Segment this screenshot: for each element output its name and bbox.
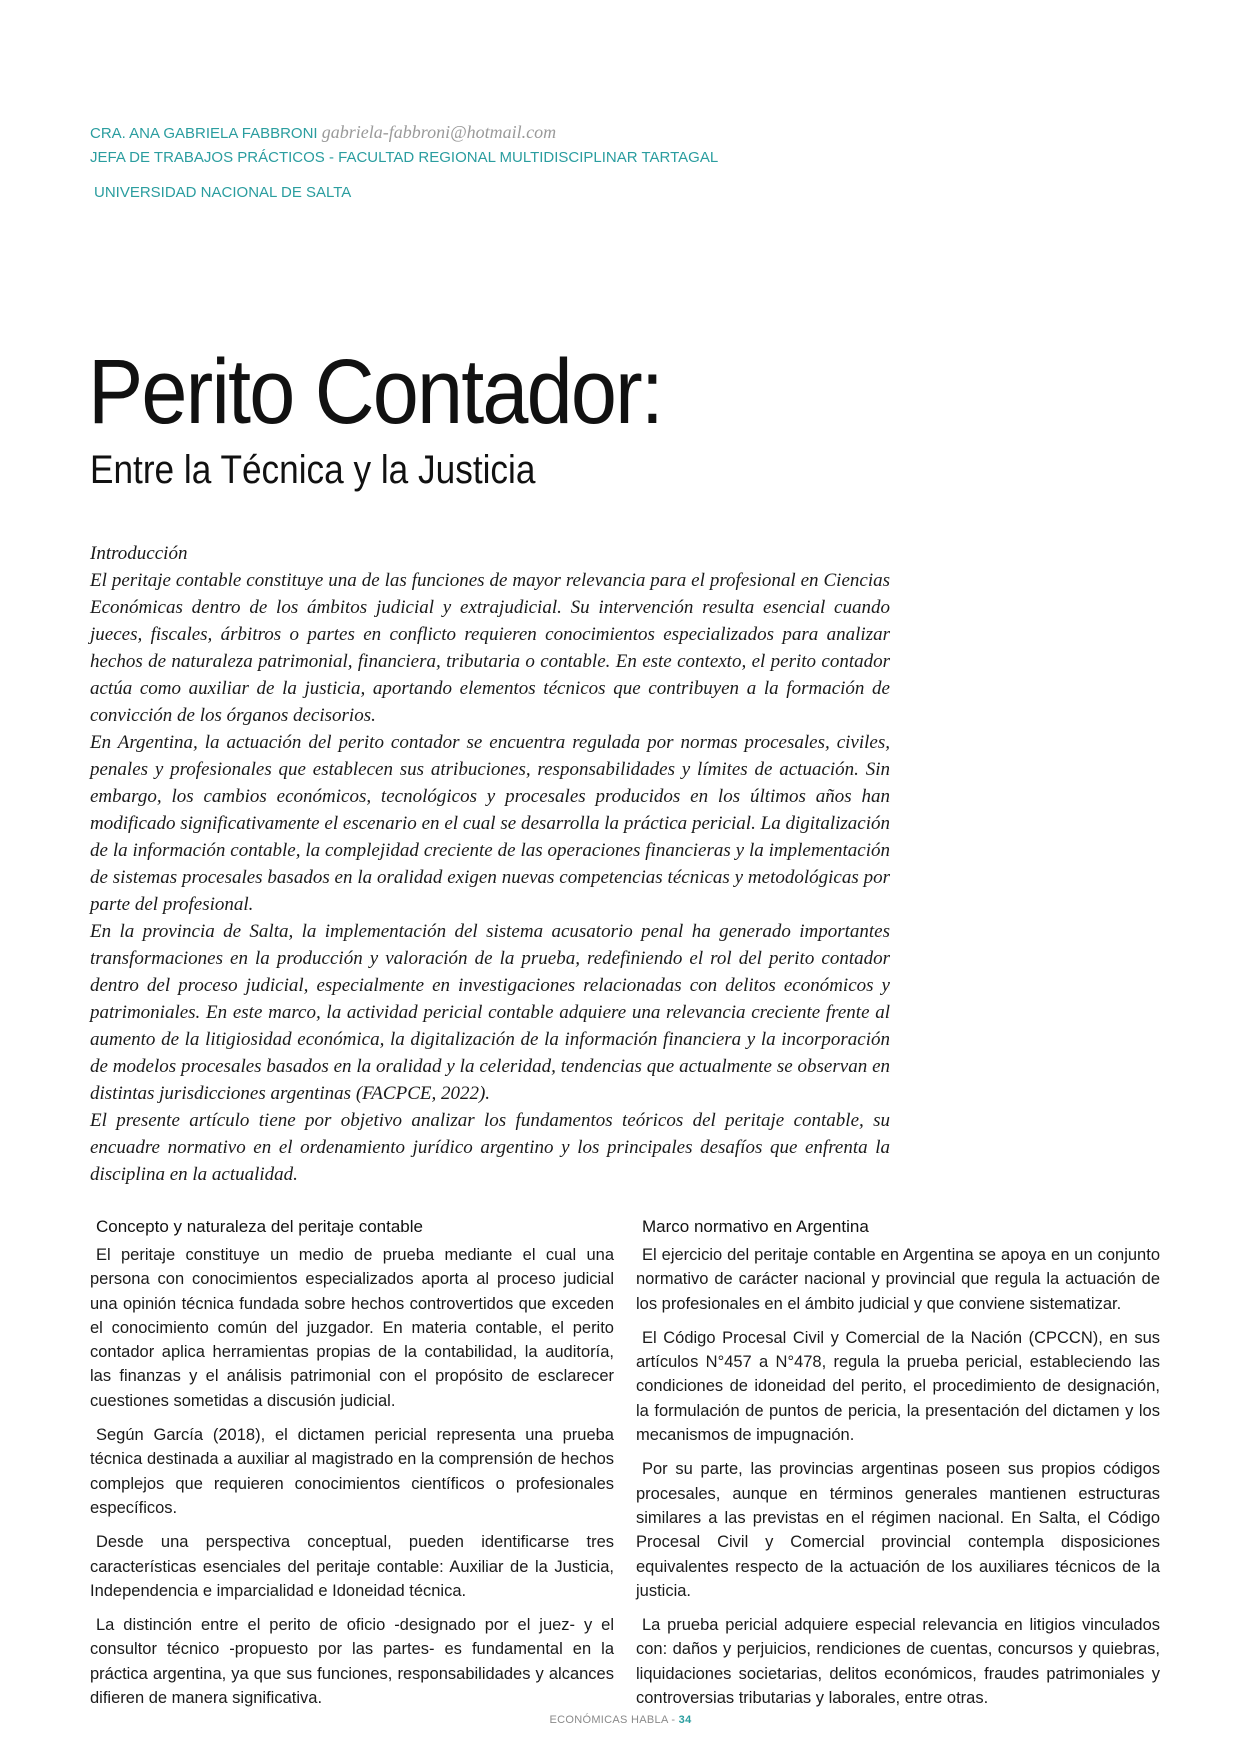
body-paragraph: Desde una perspectiva conceptual, pueden identificarse tres características esenciales del peritaje contable: Auxiliar de la Justicia, Independencia e imparcialidad e Idoneidad técnica. [90, 1533, 614, 1600]
publication-name: ECONÓMICAS HABLA - [549, 1714, 676, 1726]
body-paragraph: El ejercicio del peritaje contable en Argentina se apoya en un conjunto normativo de carácter nacional y provincial que regula la actuación de los profesionales en el ámbito judicial y que conviene sistematizar. [636, 1246, 1160, 1313]
intro-paragraph: En Argentina, la actuación del perito contador se encuentra regulada por normas procesales, civiles, penales y profesionales que establecen sus atribuciones, responsabilidades y límites de actuación. Sin embargo, los cambios económicos, tecnológicos y procesales producidos en los últimos años han modificado significativamente el escenario en el cual se desarrolla la práctica pericial. La digitalización de la información contable, la complejidad creciente de las operaciones financieras y la implementación de sistemas procesales basados en la oralidad exigen nuevas competencias técnicas y metodológicas por parte del profesional. [90, 732, 890, 915]
article-subtitle: Entre la Técnica y la Justicia [90, 448, 536, 492]
section-heading-marco: Marco normativo en Argentina [642, 1217, 869, 1236]
body-paragraph: Según García (2018), el dictamen pericial representa una prueba técnica destinada a auxiliar al magistrado en la comprensión de hechos complejos que requieren conocimientos científicos o profesionales específicos. [90, 1426, 614, 1517]
intro-paragraph: En la provincia de Salta, la implementación del sistema acusatorio penal ha generado importantes transformaciones en la producción y valoración de la prueba, redefiniendo el rol del perito contador dentro del proceso judicial, especialmente en investigaciones relacionadas con delitos económicos y patrimoniales. En este marco, la actividad pericial contable adquiere una relevancia creciente frente al aumento de la litigiosidad económica, la digitalización de la información financiera y la incorporación de modelos procesales basados en la oralidad y la celeridad, tendencias que actualmente se observan en distintas jurisdicciones argentinas (FACPCE, 2022). [90, 921, 890, 1104]
body-paragraph: Por su parte, las provincias argentinas poseen sus propios códigos procesales, aunque en términos generales mantienen estructuras similares a las previstas en el régimen nacional. En Salta, el Código Procesal Civil y Comercial provincial contempla disposiciones equivalentes respecto de la actuación de los auxiliares técnicos de la justicia. [636, 1460, 1160, 1600]
intro-heading: Introducción [90, 543, 188, 564]
left-column [90, 1215, 614, 1720]
author-name: CRA. ANA GABRIELA FABBRONI [90, 125, 318, 142]
university: UNIVERSIDAD NACIONAL DE SALTA [94, 184, 352, 201]
author-email: gabriela-fabbroni@hotmail.com [321, 122, 557, 142]
intro-paragraph: El peritaje contable constituye una de las funciones de mayor relevancia para el profesional en Ciencias Económicas dentro de los ámbitos judicial y extrajudicial. Su intervención resulta esencial cuando jueces, fiscales, árbitros o partes en conflicto requieren conocimientos especializados para analizar hechos de naturaleza patrimonial, financiera, tributaria o contable. En este contexto, el perito contador actúa como auxiliar de la justicia, aportando elementos técnicos que contribuyen a la formación de convicción de los órganos decisorios. [90, 570, 890, 726]
section-heading-concepto: Concepto y naturaleza del peritaje contable [96, 1217, 423, 1236]
body-paragraph: La prueba pericial adquiere especial relevancia en litigios vinculados con: daños y perjuicios, rendiciones de cuentas, concursos y quiebras, liquidaciones societarias, delitos económicos, fraudes patrimoniales y controversias tributarias y laborales, entre otras. [636, 1616, 1160, 1708]
intro-paragraph: El presente artículo tiene por objetivo analizar los fundamentos teóricos del peritaje contable, su encuadre normativo en el ordenamiento jurídico argentino y los principales desafíos que enfrenta la disciplina en la actualidad. [90, 1110, 890, 1185]
author-line [90, 120, 718, 146]
body-paragraph: El peritaje constituye un medio de prueba mediante el cual una persona con conocimientos especializados aporta al proceso judicial una opinión técnica fundada sobre hechos controvertidos que exceden el conocimiento común del juzgador. En materia contable, el perito contador aplica herramientas propias de la contabilidad, la auditoría, las finanzas y el análisis patrimonial con el propósito de esclarecer cuestiones sometidas a discusión judicial. [90, 1246, 614, 1410]
introduction-section [90, 540, 890, 1188]
page-footer [0, 1714, 1241, 1726]
author-position: JEFA DE TRABAJOS PRÁCTICOS - FACULTAD REGIONAL MULTIDISCIPLINAR TARTAGAL [90, 149, 719, 166]
author-block [90, 120, 718, 170]
page-number: 34 [678, 1714, 692, 1726]
right-column [636, 1215, 1160, 1720]
body-paragraph: El Código Procesal Civil y Comercial de la Nación (CPCCN), en sus artículos N°457 a N°478, regula la prueba pericial, estableciendo las condiciones de idoneidad del perito, el procedimiento de designación, la formulación de puntos de pericia, la presentación del dictamen y los mecanismos de impugnación. [636, 1328, 1160, 1445]
body-paragraph: La distinción entre el perito de oficio -designado por el juez- y el consultor técnico -propuesto por las partes- es fundamental en la práctica argentina, ya que sus funciones, responsabilidades y alcances difieren de manera significativa. [90, 1616, 614, 1708]
article-title: Perito Contador: [88, 341, 663, 443]
